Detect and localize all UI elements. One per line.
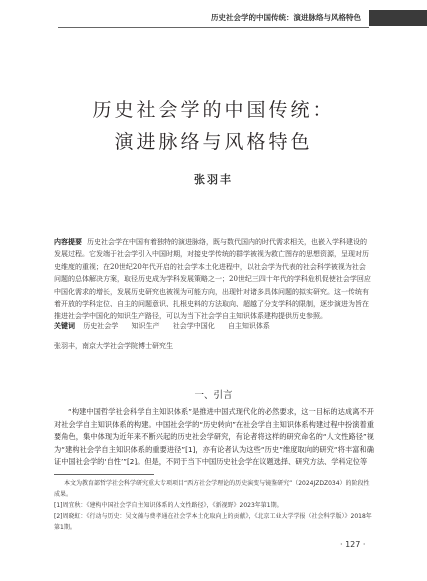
- keyword: 社会学中国化: [172, 322, 215, 330]
- running-header-bar: [369, 10, 427, 26]
- footnote-2: [2]周晓虹：《行动与历史：吴文藻与费孝通在社会学本土化取向上的贡献》，《北京工业大学学报（社会科学版）》2018年第1期。: [54, 513, 372, 531]
- keywords: [54, 321, 372, 331]
- author-name: 张羽丰: [194, 173, 233, 186]
- footnote-1: [1]周宜秋：《建构中国社会学自主知识体系的人文性路径》，《新视野》2023年第1期。: [54, 502, 283, 509]
- running-header-title: 历史社会学的中国传统：演进脉络与风格特色: [211, 13, 361, 22]
- keyword: 历史社会学: [83, 322, 119, 330]
- abstract: [54, 236, 372, 323]
- abstract-label: 内容提要: [54, 238, 82, 246]
- keyword: 知识生产: [131, 322, 160, 330]
- section-heading: 一、引言: [194, 390, 233, 401]
- article-title: [0, 94, 427, 158]
- page-number: · 127 ·: [340, 540, 366, 549]
- title-line-1: 历史社会学的中国传统：: [92, 99, 335, 121]
- author-info: 张羽丰，南京大学社会学院博士研究生: [54, 342, 173, 350]
- keyword: 自主知识体系: [227, 322, 270, 330]
- keywords-label: 关键词: [54, 322, 75, 330]
- body-paragraph: “构建中国哲学社会科学自主知识体系”是推进中国式现代化的必然要求，这一目标的达成离不开对社会学自主知识体系的构建。中国社会学的“历史转向”在社会学自主知识体系构建过程中扮演着重要角色，集中体现为近年来不断兴起的历史社会学研究，有论者将这样的研究命名的“人文性路径”视为“建构社会学自主知识体系的重要进径”[1]，亦有论者认为这些“历史”维度取向的研究“将丰富和确证中国社会学的‘自性’”[2]。但是，不同于当下中国历史社会学在议题选择、研究方法、学科定位等: [54, 407, 374, 467]
- footnote-rule: [54, 474, 154, 475]
- footnotes: [54, 478, 374, 533]
- running-header: [0, 10, 427, 28]
- title-line-2: 演进脉络与风格特色: [114, 131, 313, 153]
- header-rule: [58, 27, 369, 28]
- footnote-funding: 本文为教育部哲学社会科学研究重大专项项目“西方社会学理论的历史演变与镜鉴研究”（2024JZDZ034）的阶段性成果。: [54, 480, 370, 498]
- abstract-text: 历史社会学在中国有着独特的演进脉络，既与数代国内的时代需求相关，也嵌入学科建设的发展过程。它发端于社会学引入中国时期，对接史学传统的群学被视为救亡图存的思想资源，呈现对历史维度的重视；在20世纪20年代开启的社会学本土化进程中，以社会学为代表的社会科学被视为社会问题的总体解决方案，取径历史成为学科发展策略之一；20世纪三四十年代的学科危机促使社会学回应中国化需求的增长，发展历史研究也被视为可能方向，出现针对诸多具体问题的拟实研究。这一传统有着开放的学科定位、自主的问题意识、扎根史料的方法取向、超越了分支学科的限制，逐步演进为旨在推进社会学中国化的知识生产路径，可以为当下社会学自主知识体系建构提供历史参照。: [54, 238, 371, 321]
